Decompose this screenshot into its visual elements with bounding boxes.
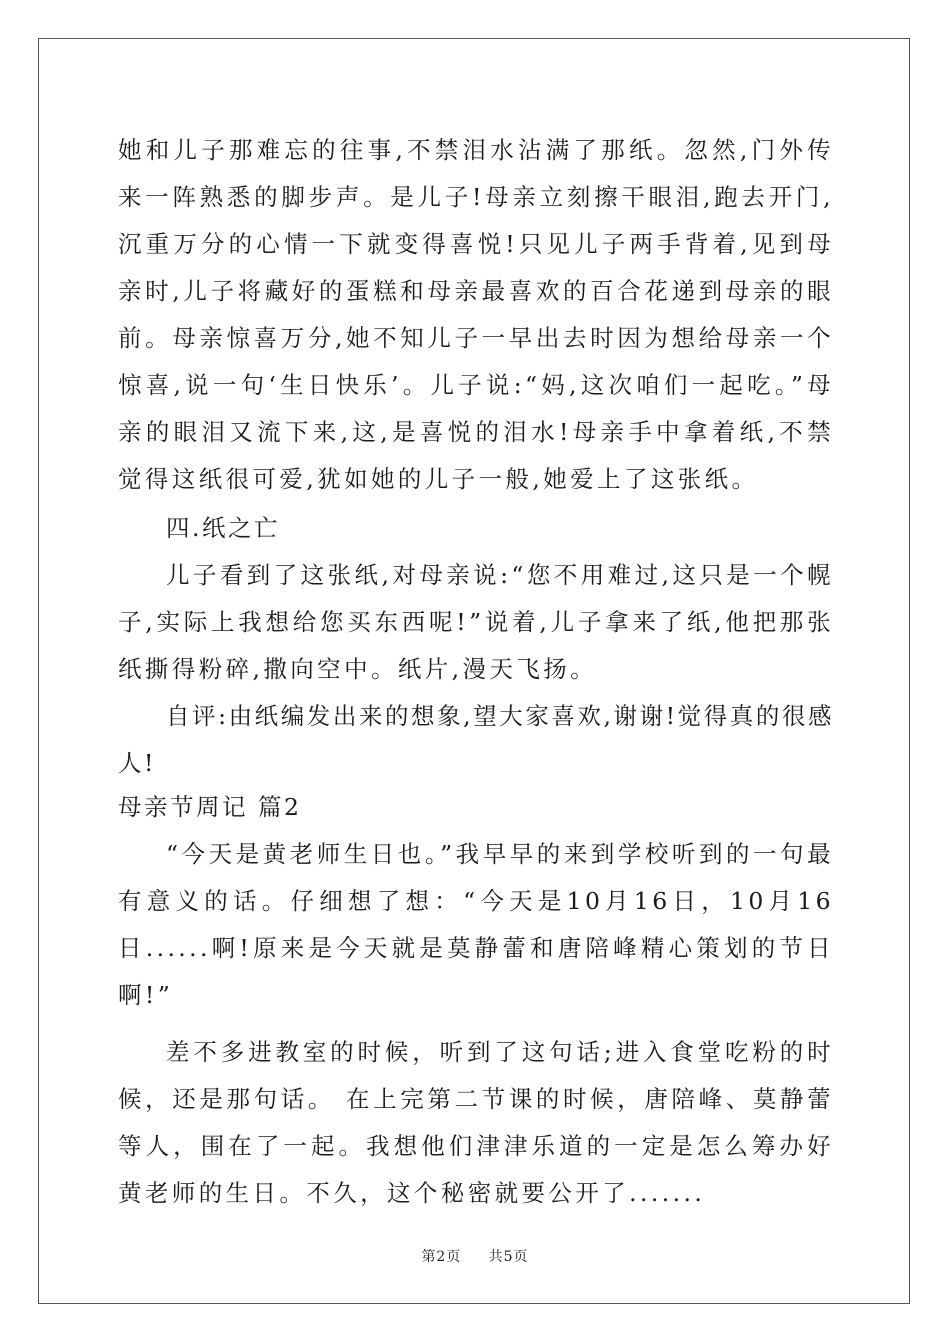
paragraph-classroom-secret: 差不多进教室的时候，听到了这句话;进入食堂吃粉的时候，还是那句话。 在上完第二节课的时候，唐陪峰、莫静蕾等人，围在了一起。我想他们津津乐道的一定是怎么筹办好黄老师的生日。不久，这个秘密就要公开了....... xyxy=(118,1038,834,1207)
paragraph-story-continuation: 她和儿子那难忘的往事,不禁泪水沾满了那纸。忽然,门外传来一阵熟悉的脚步声。是儿子!母亲立刻擦干眼泪,跑去开门,沉重万分的心情一下就变得喜悦!只见儿子两手背着,见到母亲时,儿子将藏好的蛋糕和母亲最喜欢的百合花递到母亲的眼前。母亲惊喜万分,她不知儿子一早出去时因为想给母亲一个惊喜,说一句‘生日快乐’。儿子说:“妈,这次咱们一起吃。”母亲的眼泪又流下来,这,是喜悦的泪水!母亲手中拿着纸,不禁觉得这纸很可爱,犹如她的儿子一般,她爱上了这张纸。 xyxy=(118,136,834,493)
page-number: 第2页 xyxy=(421,1249,462,1265)
paragraph-son-tears-paper: 儿子看到了这张纸,对母亲说:“您不用难过,这只是一个幌子,实际上我想给您买东西呢!”说着,儿子拿来了纸,他把那张纸撕得粉碎,撒向空中。纸片,漫天飞扬。 xyxy=(118,561,834,683)
page-total: 共5页 xyxy=(488,1249,529,1265)
essay-title: 母亲节周记 篇2 xyxy=(118,793,302,821)
essay-2-body xyxy=(118,831,834,1217)
paragraph-teacher-birthday: “今天是黄老师生日也。”我早早的来到学校听到的一句最有意义的话。仔细想了想：“今天是10月16日，10月16日......啊!原来是今天就是莫静蕾和唐陪峰精心策划的节日啊!” xyxy=(118,840,834,1009)
section-heading-paper-end: 四.纸之亡 xyxy=(166,514,280,542)
page-footer xyxy=(0,1246,950,1266)
document-body xyxy=(118,127,834,1217)
paragraph-self-review: 自评:由纸编发出来的想象,望大家喜欢,谢谢!觉得真的很感人! xyxy=(118,702,834,777)
